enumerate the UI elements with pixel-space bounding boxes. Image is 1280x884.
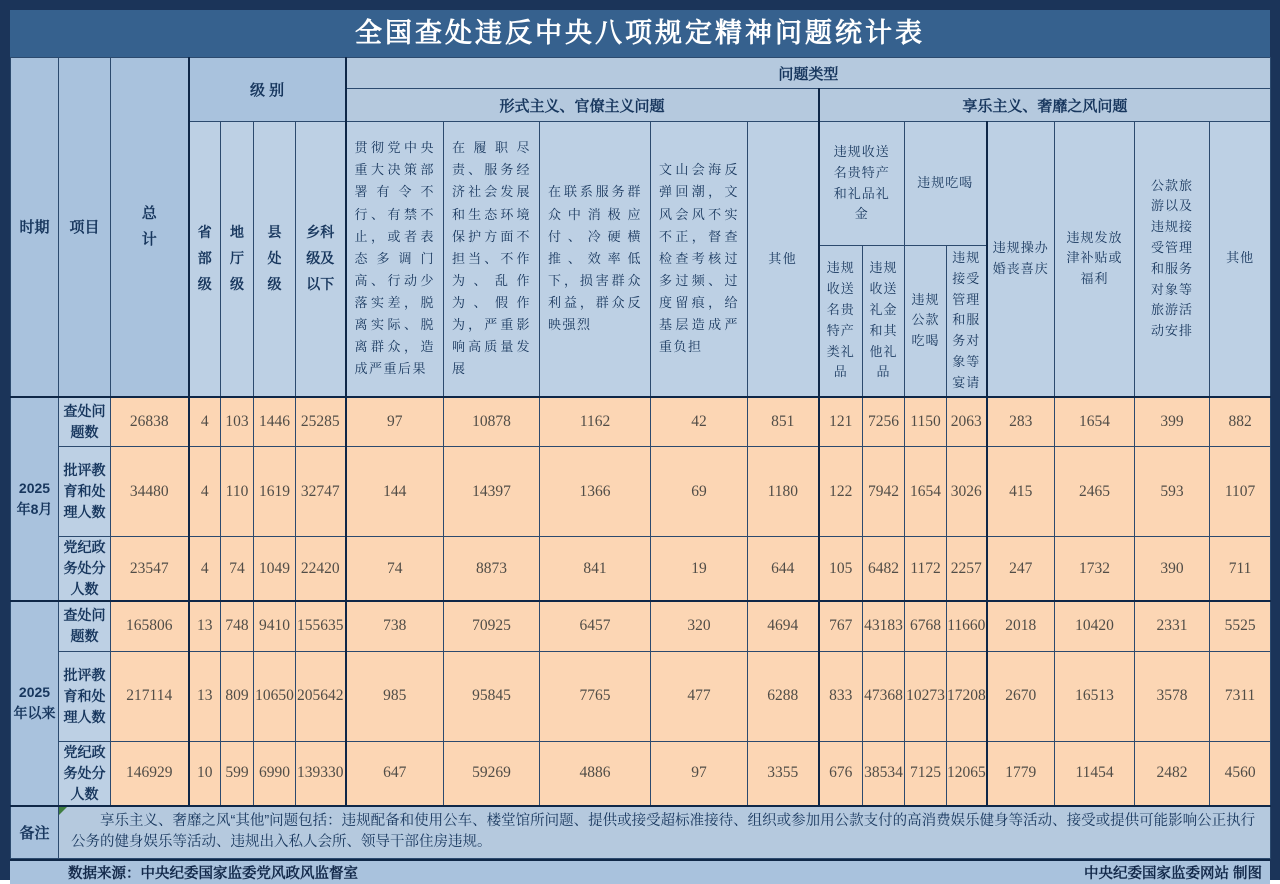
data-cell: 17208 [947, 651, 987, 741]
data-cell: 415 [987, 447, 1055, 537]
data-cell: 1779 [987, 741, 1055, 806]
data-cell: 2465 [1055, 447, 1135, 537]
data-cell: 882 [1210, 397, 1271, 447]
data-cell: 16513 [1055, 651, 1135, 741]
data-cell: 1162 [540, 397, 651, 447]
col-header-formalism-2: 在履职尽责、服务经济社会发展和生态环境保护方面不担当、不作为、乱作为、假作为，严重影响高质量发展 [444, 122, 540, 397]
data-cell: 2482 [1135, 741, 1210, 806]
col-header-prefecture: 地厅级 [221, 122, 254, 397]
data-cell: 97 [651, 741, 748, 806]
data-cell: 2257 [947, 537, 987, 602]
data-cell: 283 [987, 397, 1055, 447]
data-cell: 23547 [111, 537, 189, 602]
data-cell: 2670 [987, 651, 1055, 741]
credit-text: 中央纪委国家监委网站 制图 [1083, 866, 1262, 883]
col-group-problem-type: 问题类型 [346, 58, 1271, 89]
data-cell: 1150 [905, 397, 947, 447]
col-header-total-label: 总计 [141, 205, 157, 248]
data-cell: 2331 [1135, 601, 1210, 651]
data-cell: 95845 [444, 651, 540, 741]
remark-cell [59, 806, 1271, 859]
col-header-public-travel: 公款旅游以及违规接受管理和服务对象等旅游活动安排 [1135, 122, 1210, 397]
data-cell: 139330 [296, 741, 346, 806]
data-cell: 14397 [444, 447, 540, 537]
data-cell: 4 [189, 397, 221, 447]
item-cell: 党纪政务处分人数 [59, 741, 111, 806]
data-cell: 103 [221, 397, 254, 447]
data-cell: 13 [189, 601, 221, 651]
data-cell: 7256 [863, 397, 905, 447]
data-cell: 217114 [111, 651, 189, 741]
item-cell: 批评教育和处理人数 [59, 651, 111, 741]
data-cell: 146929 [111, 741, 189, 806]
data-cell: 1732 [1055, 537, 1135, 602]
data-cell: 399 [1135, 397, 1210, 447]
footer-bar [10, 859, 1270, 884]
corner-marker [59, 807, 67, 815]
data-cell: 97 [346, 397, 444, 447]
data-cell: 25285 [296, 397, 346, 447]
data-cell: 205642 [296, 651, 346, 741]
data-cell: 69 [651, 447, 748, 537]
data-cell: 42 [651, 397, 748, 447]
col-header-formalism-other: 其他 [748, 122, 819, 397]
col-header-weddings-funerals: 违规操办婚丧喜庆 [987, 122, 1055, 397]
col-header-dining-banquets: 违规接受管理和服务对象等宴请 [947, 246, 987, 397]
data-cell: 32747 [296, 447, 346, 537]
data-cell: 748 [221, 601, 254, 651]
data-cell: 4886 [540, 741, 651, 806]
data-cell: 4 [189, 447, 221, 537]
data-cell: 22420 [296, 537, 346, 602]
data-cell: 34480 [111, 447, 189, 537]
period-cell: 2025年以来 [11, 601, 59, 806]
data-cell: 6990 [254, 741, 296, 806]
data-cell: 7765 [540, 651, 651, 741]
data-cell: 9410 [254, 601, 296, 651]
col-header-period: 时期 [11, 58, 59, 397]
data-cell: 11660 [947, 601, 987, 651]
data-cell: 711 [1210, 537, 1271, 602]
data-cell: 1107 [1210, 447, 1271, 537]
col-group-dining: 违规吃喝 [905, 122, 987, 246]
data-cell: 647 [346, 741, 444, 806]
data-cell: 1654 [905, 447, 947, 537]
col-header-county: 县处级 [254, 122, 296, 397]
data-cell: 13 [189, 651, 221, 741]
data-cell: 7125 [905, 741, 947, 806]
data-cell: 10273 [905, 651, 947, 741]
data-cell: 105 [819, 537, 863, 602]
data-cell: 2018 [987, 601, 1055, 651]
data-cell: 165806 [111, 601, 189, 651]
data-cell: 390 [1135, 537, 1210, 602]
data-cell: 4 [189, 537, 221, 602]
data-cell: 26838 [111, 397, 189, 447]
data-cell: 738 [346, 601, 444, 651]
col-header-formalism-4: 文山会海反弹回潮，文风会风不实不正，督查检查考核过多过频、过度留痕，给基层造成严重负担 [651, 122, 748, 397]
data-cell: 1446 [254, 397, 296, 447]
data-cell: 10878 [444, 397, 540, 447]
data-cell: 1619 [254, 447, 296, 537]
data-cell: 43183 [863, 601, 905, 651]
col-header-formalism-1: 贯彻党中央重大决策部署有令不行、有禁不止，或者表态多调门高、行动少落实差，脱离实际、脱离群众，造成严重后果 [346, 122, 444, 397]
col-header-allowances: 违规发放津补贴或福利 [1055, 122, 1135, 397]
item-cell: 查处问题数 [59, 397, 111, 447]
data-cell: 2063 [947, 397, 987, 447]
data-cell: 11454 [1055, 741, 1135, 806]
data-cell: 4694 [748, 601, 819, 651]
data-cell: 12065 [947, 741, 987, 806]
col-header-township: 乡科级及以下 [296, 122, 346, 397]
data-cell: 1172 [905, 537, 947, 602]
data-cell: 70925 [444, 601, 540, 651]
data-cell: 1180 [748, 447, 819, 537]
data-cell: 10650 [254, 651, 296, 741]
col-header-total [111, 58, 189, 397]
data-cell: 6482 [863, 537, 905, 602]
data-cell: 74 [346, 537, 444, 602]
data-cell: 74 [221, 537, 254, 602]
data-cell: 6288 [748, 651, 819, 741]
data-cell: 110 [221, 447, 254, 537]
data-cell: 593 [1135, 447, 1210, 537]
item-cell: 查处问题数 [59, 601, 111, 651]
statistics-table [10, 57, 1271, 859]
data-cell: 121 [819, 397, 863, 447]
data-cell: 144 [346, 447, 444, 537]
item-cell: 批评教育和处理人数 [59, 447, 111, 537]
data-cell: 985 [346, 651, 444, 741]
data-cell: 122 [819, 447, 863, 537]
col-header-hedonism-other: 其他 [1210, 122, 1271, 397]
data-cell: 644 [748, 537, 819, 602]
data-cell: 10 [189, 741, 221, 806]
col-header-gifts-specialty: 违规收送名贵特产类礼品 [819, 246, 863, 397]
data-cell: 7311 [1210, 651, 1271, 741]
data-cell: 6457 [540, 601, 651, 651]
data-cell: 833 [819, 651, 863, 741]
col-header-formalism-3: 在联系服务群众中消极应付、冷硬横推、效率低下，损害群众利益，群众反映强烈 [540, 122, 651, 397]
data-cell: 6768 [905, 601, 947, 651]
col-group-formalism: 形式主义、官僚主义问题 [346, 89, 819, 122]
remark-label: 备注 [11, 806, 59, 859]
data-cell: 1366 [540, 447, 651, 537]
col-group-gifts: 违规收送名贵特产和礼品礼金 [819, 122, 905, 246]
data-cell: 841 [540, 537, 651, 602]
data-cell: 676 [819, 741, 863, 806]
data-cell: 3355 [748, 741, 819, 806]
data-cell: 10420 [1055, 601, 1135, 651]
data-cell: 59269 [444, 741, 540, 806]
data-cell: 320 [651, 601, 748, 651]
data-cell: 3578 [1135, 651, 1210, 741]
data-cell: 3026 [947, 447, 987, 537]
data-cell: 47368 [863, 651, 905, 741]
data-cell: 599 [221, 741, 254, 806]
data-cell: 767 [819, 601, 863, 651]
period-cell: 2025年8月 [11, 397, 59, 602]
col-header-gifts-money: 违规收送礼金和其他礼品 [863, 246, 905, 397]
data-cell: 8873 [444, 537, 540, 602]
data-source-text: 数据来源：中央纪委国家监委党风政风监督室 [68, 866, 358, 883]
col-group-level: 级 别 [189, 58, 346, 122]
item-cell: 党纪政务处分人数 [59, 537, 111, 602]
page-title: 全国查处违反中央八项规定精神问题统计表 [10, 10, 1270, 57]
data-cell: 1654 [1055, 397, 1135, 447]
col-group-hedonism: 享乐主义、奢靡之风问题 [819, 89, 1271, 122]
data-cell: 1049 [254, 537, 296, 602]
data-cell: 851 [748, 397, 819, 447]
data-cell: 5525 [1210, 601, 1271, 651]
col-header-provincial: 省部级 [189, 122, 221, 397]
col-header-item: 项目 [59, 58, 111, 397]
data-cell: 809 [221, 651, 254, 741]
data-cell: 247 [987, 537, 1055, 602]
data-cell: 19 [651, 537, 748, 602]
data-cell: 155635 [296, 601, 346, 651]
data-cell: 7942 [863, 447, 905, 537]
col-header-dining-public-funds: 违规公款吃喝 [905, 246, 947, 397]
remark-text: 享乐主义、奢靡之风“其他”问题包括：违规配备和使用公车、楼堂馆所问题、提供或接受超标准接待、组织或参加用公款支付的高消费娱乐健身等活动、接受或提供可能影响公正执行公务的健身娱乐等活动、违规出入私人会所、领导干部住房违规。 [71, 812, 1256, 851]
data-cell: 4560 [1210, 741, 1271, 806]
data-cell: 38534 [863, 741, 905, 806]
data-cell: 477 [651, 651, 748, 741]
